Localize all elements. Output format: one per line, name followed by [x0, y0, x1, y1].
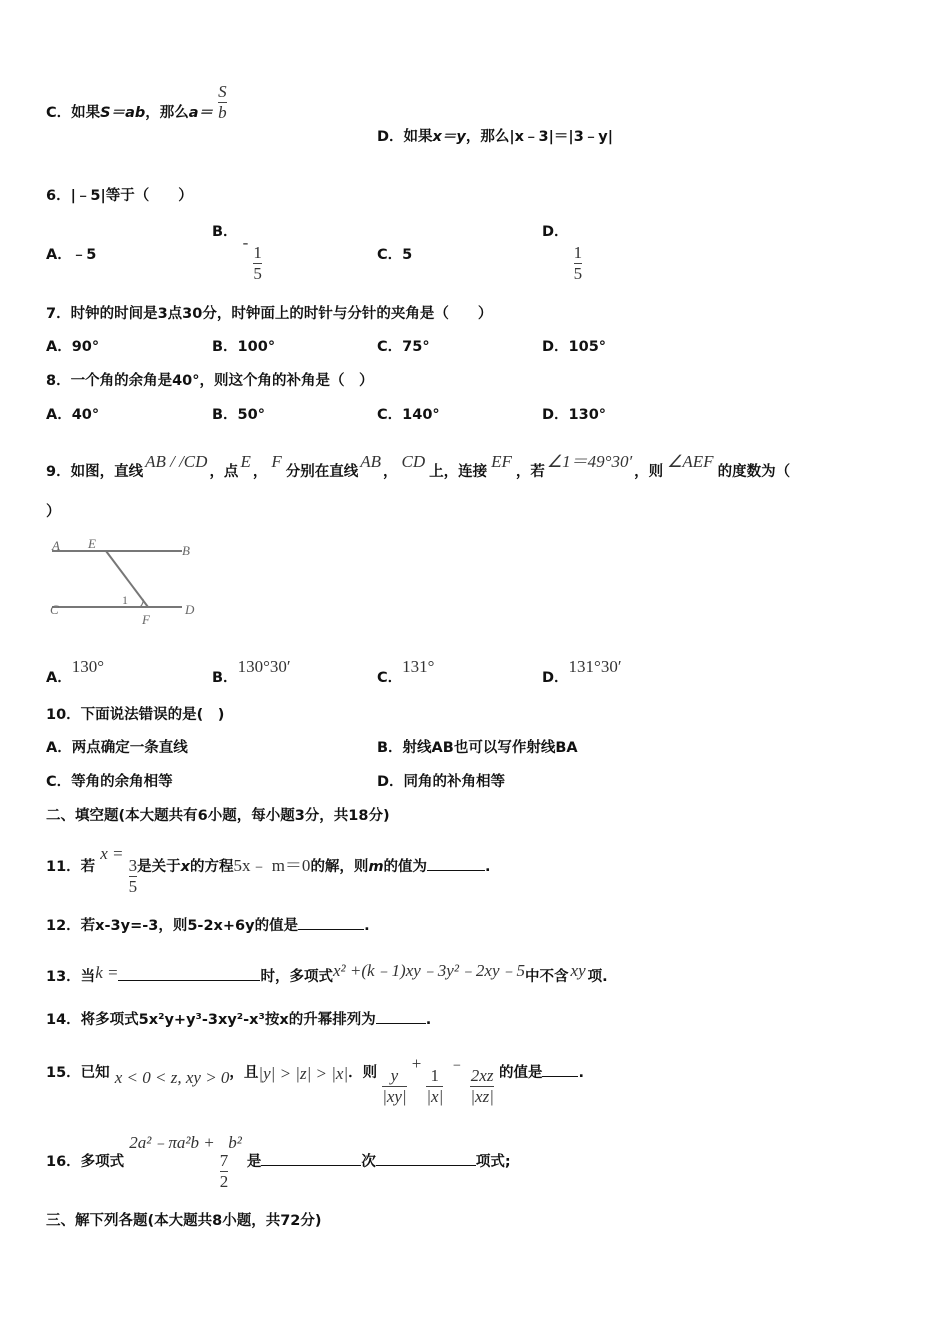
q9-option-d: D．131°30′	[542, 657, 622, 686]
label-c: C	[50, 602, 59, 617]
q14: 14．将多项式5x²y+y³-3xy²-x³按x的升幂排列为 .	[46, 1009, 431, 1030]
q9-option-b: B．130°30′	[212, 657, 291, 686]
q8-option-c: C．140°	[377, 407, 440, 423]
q10-option-d: D．同角的补角相等	[377, 774, 506, 790]
q15-fraction-1: $\frac{y}{|xy|}$	[382, 1066, 407, 1106]
q8-option-d: D．130°	[542, 407, 607, 423]
q10-stem: 10．下面说法错误的是( )	[46, 707, 225, 723]
q7-option-b: B．100°	[212, 339, 276, 355]
label-d: D	[185, 602, 195, 617]
q8-stem: 8．一个角的余角是40°，则这个角的补角是（ ）	[46, 373, 374, 389]
label-a: A	[52, 538, 60, 553]
q11: 11．若 x = $\frac{3}{5}$ 是关于x的方程5x﹣ m＝0的解，则m的值为 .	[46, 844, 491, 896]
q15-fraction-2: $\frac{1}{|x|}$	[426, 1066, 444, 1106]
q11-fraction: $\frac{3}{5}$	[128, 856, 138, 896]
q16-fraction: $\frac{7}{2}$	[219, 1151, 229, 1191]
q9-stem: 9．如图，直线AB / /CD，点E，F分别在直线AB，CD上，连接EF，若∠1＝49°30′，则∠AEF的度数为（	[46, 452, 791, 480]
q10-option-c: C．等角的余角相等	[46, 774, 173, 790]
q5-fraction: $\frac{S}{b}$	[218, 81, 227, 122]
q13-answer-blank[interactable]	[118, 966, 260, 981]
q5-option-c: C．如果S＝ab，那么a＝ $\frac{S}{b}$	[46, 81, 227, 122]
q5-option-d: D．如果x＝y，那么|x﹣3|＝|3﹣y|	[377, 129, 614, 145]
q16: 16．多项式 2a²﹣πa²b + $\frac{7}{2}$ b² 是 次 项式;	[46, 1133, 511, 1191]
q8-option-a: A．40°	[46, 407, 100, 423]
q16-answer-blank-1[interactable]	[261, 1151, 361, 1166]
q6-option-c: C．5	[377, 247, 413, 263]
q9-option-a: A．130°	[46, 657, 105, 686]
q9-option-c: C．131°	[377, 657, 435, 686]
q10-option-a: A．两点确定一条直线	[46, 740, 188, 756]
q7-option-c: C．75°	[377, 339, 430, 355]
label-e: E	[88, 536, 96, 551]
q6-d-fraction: $\frac{1}{5}$	[573, 243, 583, 283]
q6-stem: 6．|﹣5|等于（ ）	[46, 188, 193, 204]
q6-b-fraction: $\frac{1}{5}$	[253, 243, 262, 283]
q6-option-b: B． - $\frac{1}{5}$	[212, 224, 262, 283]
q13: 13．当k = 时，多项式x² +(k﹣1)xy﹣3y²﹣2xy﹣5中不含 xy 项.	[46, 961, 608, 985]
q6-option-a: A．﹣5	[46, 247, 97, 263]
q15-fraction-3: $\frac{2xz}{|xz|}$	[470, 1066, 494, 1106]
label-b: B	[182, 543, 190, 558]
q11-answer-blank[interactable]	[427, 856, 485, 871]
q12: 12．若x-3y=-3，则5-2x+6y的值是 .	[46, 915, 370, 936]
q8-option-b: B．50°	[212, 407, 265, 423]
q7-option-d: D．105°	[542, 339, 607, 355]
section-2-heading: 二、填空题(本大题共有6小题，每小题3分，共18分)	[46, 808, 390, 824]
q6-option-d: D． $\frac{1}{5}$	[542, 224, 583, 283]
angle-1-arc	[140, 599, 143, 607]
q12-answer-blank[interactable]	[298, 915, 364, 930]
section-3-heading: 三、解下列各题(本大题共8小题，共72分)	[46, 1213, 322, 1229]
q16-answer-blank-2[interactable]	[376, 1151, 476, 1166]
label-1: 1	[122, 593, 128, 607]
q9-figure	[44, 532, 204, 628]
q7-option-a: A．90°	[46, 339, 100, 355]
q15: 15．已知 x < 0 < z, xy > 0，且|y| > |z| > |x|．则 $\frac{y}{|xy|}$ + $\frac{1}{|x|}$ ﹣ $\frac{2xz}{|xz|}$ 的值是 .	[46, 1054, 584, 1106]
q7-stem: 7．时钟的时间是3点30分，时钟面上的时针与分针的夹角是（ ）	[46, 306, 493, 322]
q15-answer-blank[interactable]	[542, 1062, 578, 1077]
label-f: F	[142, 612, 150, 627]
q14-answer-blank[interactable]	[376, 1009, 426, 1024]
q10-option-b: B．射线AB也可以写作射线BA	[377, 740, 578, 756]
q9-stem-close: ）	[46, 504, 61, 520]
